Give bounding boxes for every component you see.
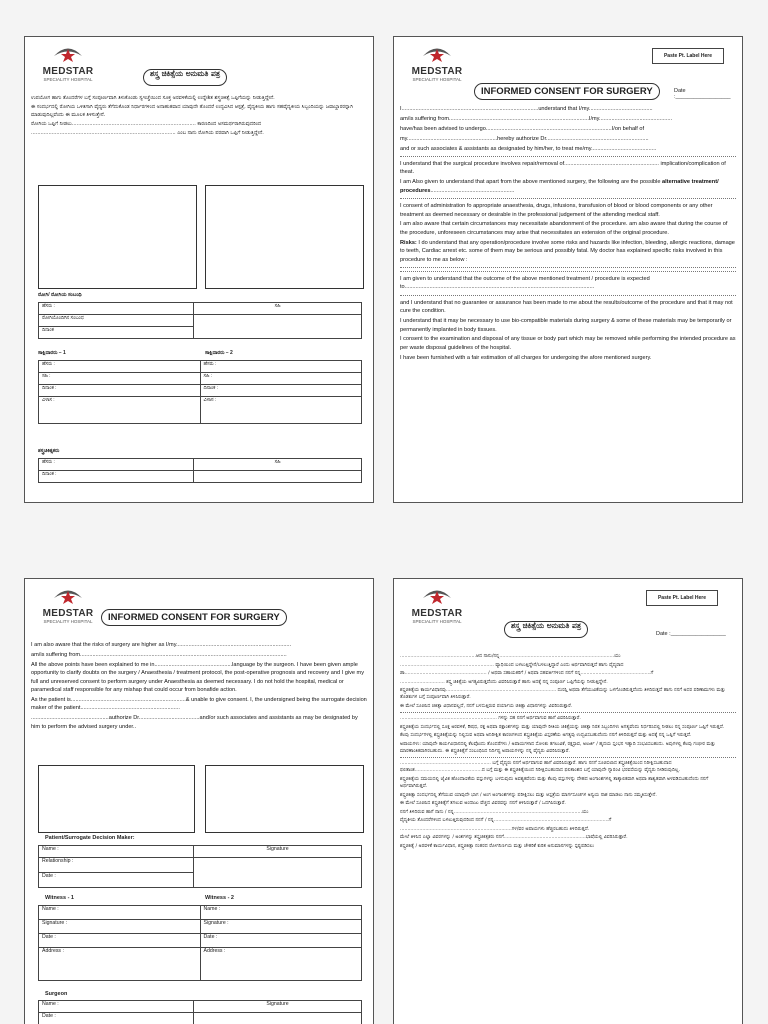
w1-address[interactable]: ವಿಳಾಸ :	[39, 397, 201, 424]
text-line: I understand that the surgical procedure involves repair/removal of............................................................. implication/complication of theat.	[400, 161, 726, 176]
text-line: ಶಸ್ತ್ರಚಿಕಿತ್ಸೆ / ಅರವಳಿಕೆ ಕಾರ್ಯವಿಧಾನ, ಶಸ್ತ್ರಚಿಕಿತ್ಸಾ ನಂತರದ ರೋಗನಿರ್ಣಯ ಮತ್ತು ಚೇತರಿಕೆ ಕುರಿತ ಅನುಮಾನಗಳನ್ನು ಸ್ಪಷ್ಟಪಡಿಸಲು	[400, 844, 595, 850]
patient-table	[38, 845, 362, 888]
text-line: I have been furnished with a fair estimation of all charges for undergoing the afore mentioned surgery.	[400, 354, 652, 361]
witness2-label: Witness - 2	[205, 895, 234, 901]
date-field[interactable]: Date :__________________	[674, 88, 731, 100]
page-title: ಶಸ್ತ್ರ ಚಿಕಿತ್ಸೆಯ ಅನುಮತಿ ಪತ್ರ	[504, 621, 588, 638]
brand-sub: SPECIALITY HOSPITAL	[412, 77, 462, 82]
consent-text	[31, 95, 367, 139]
date-cell[interactable]: Date :	[39, 873, 194, 888]
sign-cell[interactable]: Signature	[194, 846, 362, 858]
text-line: I am also aware that certain circumstances may necessitate abandonment of the procedure. am also aware that during the course of the procedure, unforeseen circumstances may arise that necessitates an extension of the original procedure.	[400, 221, 728, 236]
relation-cell[interactable]: ರೋಗಿಯೊಂದಿಗಿನ ಸಂಬಂಧ	[39, 315, 194, 327]
w2-address[interactable]: ವಿಳಾಸ :	[200, 397, 362, 424]
text-line: ವೈದ್ಯಕೀಯ ತೊಂದರೆಗಳಿಂದ ಬಳಲುತ್ತಿರುವುದರಿಂದ ನನಗೆ / ನನ್ನ.............................................................................ಗೆ	[400, 818, 612, 824]
photo-box-right	[205, 765, 364, 833]
brand-sub: SPECIALITY HOSPITAL	[43, 77, 93, 82]
w1-name[interactable]: ಹೆಸರು :	[39, 361, 201, 373]
w2-sign[interactable]: Signature :	[200, 920, 362, 934]
medstar-star-icon	[420, 43, 454, 67]
w2-name[interactable]: Name :	[200, 906, 362, 920]
consent-text	[400, 653, 736, 852]
surgeon-date[interactable]: ದಿನಾಂಕ :	[39, 471, 194, 483]
text-line: I am also aware that the risks of surgery are higher as I/my..........................................................................	[31, 642, 292, 648]
text-line: my..........................................................hereby authorize Dr..................................................................	[400, 135, 649, 142]
text-line: ಅಪಾಯಗಳು: ಯಾವುದೇ ಕಾರ್ಯವಿಧಾನದಲ್ಲಿ ಕೆಲವೊಂದು ತೊಂದರೆಗಳು / ಅಪಾಯಗಳಾದ ಸೋಂಕು ತಗಲುವಿಕೆ, ರಕ್ತಸ್ರಾವ, ಅಲರ್ಜಿ / ಹೃದಯ ಸ್ತಂಭನ ಇತ್ಯಾದಿ ಸಂಭವಿಸಬಹುದು. ಅವುಗಳಲ್ಲಿ ಕೆಲವು ಗಂಭೀರ ಮತ್ತು ಮಾರಣಾಂತಿಕವಾಗಿರಬಹುದು. ಈ ಶಸ್ತ್ರಚಿಕಿತ್ಸೆಗೆ ಸಂಬಂಧಿಸಿದ ನಿರ್ದಿಷ್ಟ ಅಪಾಯಗಳನ್ನು ನನ್ನ ವೈದ್ಯರು ವಿವರಿಸಿರುತ್ತಾರೆ.	[400, 741, 716, 755]
text-line: have/has been advised to undergo.................................................................................I/on behalf of	[400, 125, 645, 132]
brand-sub: SPECIALITY HOSPITAL	[412, 619, 462, 624]
text-line: ಶಸ್ತ್ರಚಿಕಿತ್ಸೆಯ ಸಂದರ್ಭದಲ್ಲಿ ಸೂಕ್ತ ಅರವಳಿಕೆ, ಔಷಧ, ರಕ್ತ ಅಥವಾ ರಕ್ತಾಂಶಗಳನ್ನು ಮತ್ತು ಯಾವುದೇ ರೀತಿಯ ಚಿಕಿತ್ಸೆಯನ್ನು ಚಿಕಿತ್ಸಾ ನಿರತ ಸಿಬ್ಬಂದಿಗಳು ಅಗತ್ಯವೆಂದು ನಿರ್ಧರಿಸಿದಲ್ಲಿ ನೀಡಲು ನನ್ನ ಸಂಪೂರ್ಣ ಒಪ್ಪಿಗೆ ಇರುತ್ತದೆ.	[400, 724, 725, 730]
text-line: and or such associates & assistants as designated by him/her, to treat me/my..........................................	[400, 145, 657, 152]
witness-table	[38, 360, 362, 424]
sign-space[interactable]	[194, 858, 362, 888]
section-label: ರೋಗಿ/ ರೋಗಿಯ ಸಂಬಂಧಿ	[38, 292, 82, 298]
witness1-label: ಸಾಕ್ಷಿದಾರರು – 1	[38, 350, 66, 356]
text-line: As the patient is..........................................................................& unable to give consent. I, the undersigned being the surrogate decision maker of the patient................................................................	[31, 696, 367, 712]
surgeon-sign-space[interactable]	[194, 1013, 362, 1024]
text-line: ಶಸ್ತ್ರಚಿಕಿತ್ಸಾ ಸಂದರ್ಭದಲ್ಲಿ ತೆಗೆಯುವ ಯಾವುದೇ ಭಾಗ / ಅಂಗ ಅಂಗಾಂಶಗಳನ್ನು ಪರೀಕ್ಷಿಸಲು ಮತ್ತು ಆಸ್ಪತ್ರೆಯ ಮಾರ್ಗಸೂಚಿಗಳ ಅನ್ವಯ ನಾಶ ಮಾಡಲು ನಾನು ಸಮ್ಮತಿಸುತ್ತೇನೆ.	[400, 792, 657, 798]
text-line: All the above points have been explained to me in..................................................language by the surgeon. I have been given ample opportunity to clarify doubts on the surgery / Anaesthesia / treatment protocol, the post-operative prognosis and recovery and I give my full and unreserved consent to perform surgery under Anaesthesia as deemed necessary. I do not hold the hospital, medical or paramedical staff responsible for any mishap that could occur from bonafide action.	[31, 661, 365, 694]
text-line: ........................................................................................... ಎಂಬ ನಾನು ರೋಗಿಯ ಪರವಾಗಿ ಒಪ್ಪಿಗೆ ನೀಡುತ್ತಿದ್ದೇನೆ.	[31, 129, 264, 136]
relation-cell[interactable]: Relationship :	[39, 858, 194, 873]
consent-text	[400, 105, 736, 364]
text-line: ............................................................. ಬಗ್ಗೆ ವೈದ್ಯರು ನನಗೆ ಅರ್ಥವಾಗುವ ಹಾಗೆ ವಿವರಿಸಿರುತ್ತಾರೆ. ಹಾಗು ನನಗೆ ಸೂಚಿಸಲಾದ ಶಸ್ತ್ರಚಿಕಿತ್ಸೆಯಿಂದ ನಿರೀಕ್ಷಿಸಬಹುದಾದ ಫಲಿತಾಂಶ.............................................ದ ಬಗ್ಗೆ ಮತ್ತು ಈ ಶಸ್ತ್ರಚಿಕಿತ್ಸೆಯಿಂದ ನಿರೀಕ್ಷಿಸಬಹುದಾದ ಫಲಿತಾಂಶದ ಬಗ್ಗೆ ಯಾವುದೇ ಗ್ಯಾರಂಟಿ ಭರವಸೆಯನ್ನು ವೈದ್ಯರು ನೀಡಿರುವುದಿಲ್ಲ.	[400, 761, 681, 774]
text-line: am/is suffering from.....................................................................................................................................	[31, 651, 287, 658]
w1-sign[interactable]: ಸಹಿ :	[39, 373, 201, 385]
name-cell[interactable]: ಹೆಸರು :	[39, 303, 194, 315]
brand-name: MEDSTAR	[411, 608, 463, 619]
consent-page-english-1	[393, 36, 743, 503]
brand-sub: SPECIALITY HOSPITAL	[43, 619, 93, 624]
text-line: ...........................................................................ಗಳ/ವರ ಅಪಾಯಗಳು ಹೆಚ್ಚಿರಬಹುದು ತಿಳಿದಿರುತ್ತದೆ.	[400, 826, 590, 832]
surgeon-table	[38, 458, 362, 483]
medstar-star-icon	[420, 585, 454, 609]
surgeon-date[interactable]: Date :	[39, 1013, 194, 1024]
text-line: ಈ ಮೇಲೆ ಸೂಚಿಸಿದ ಶಸ್ತ್ರಚಿಕಿತ್ಸೆಗೆ ತಗಲುವ ಅಂದಾಜು ವೆಚ್ಚದ ವಿವರವನ್ನು ನನಗೆ ತಿಳಿಸಿರುತ್ತಾರೆ / ಒದಗಿಸಿರುತ್ತಾರೆ.	[400, 801, 566, 807]
text-line: I consent of administration fo appropriate anaesthesia, drugs, infusions, transfusion of blood or blood components or any other treatment as deemed necessary or desirable in the professional judgement of the attending medical staff.	[400, 203, 713, 218]
patient-table	[38, 302, 362, 339]
text-line: ಶಸ್ತ್ರಚಿಕಿತ್ಸೆಯ ಕಾರ್ಯವಿಧಾನವು.......................................................................... ದುರಸ್ತಿ ಅಥವಾ ತೆಗೆಯುವಿಕೆಯನ್ನು ಒಳಗೊಂಡಿರುತ್ತದೆಂದು ತಿಳಿದಿರುತ್ತದೆ ಹಾಗು ನನಗೆ ಅದರ ಪರಿಣಾಮಗಳು ಮತ್ತು ತೊಡಕುಗಳ ಬಗ್ಗೆ ಸಂಪೂರ್ಣವಾಗಿ ತಿಳಿಸಿರುತ್ತಾರೆ.	[400, 688, 726, 701]
section-label: Patient/Surrogate Decision Maker:	[45, 835, 135, 841]
text-line: ರೋಗಿಯ ಒಪ್ಪಿಗೆ ನೀಡಲು.............................................................................. ಕಾರಣದಿಂದ ಅಸಮರ್ಥರಾಗಿರುವುದರಿಂದ	[31, 120, 262, 127]
date-field[interactable]: Date :__________________	[656, 631, 726, 637]
consent-page-kannada-1	[24, 36, 374, 503]
medstar-logo	[406, 585, 468, 625]
date-label: Date :	[656, 631, 671, 637]
text-line: ................................................................. ಗಳನ್ನು ಸಹ ನನಗೆ ಅರ್ಥವಾಗುವ ಹಾಗೆ ವಿವರಿಸಿರುತ್ತಾರೆ.	[400, 716, 581, 722]
text-line: ಕೆಲವು ಸಂದರ್ಭಗಳಲ್ಲಿ ಶಸ್ತ್ರಚಿಕಿತ್ಸೆಯನ್ನು ನಿಲ್ಲಿಸುವ ಅಥವಾ ಅನಿರೀಕ್ಷಿತ ಕಾರಣಗಳಿಂದ ಶಸ್ತ್ರಚಿಕಿತ್ಸೆಯ ವಿಸ್ತರಣೆಯ ಅಗತ್ಯವು ಉದ್ಭವಿಸಬಹುದೆಂದು ನನಗೆ ತಿಳಿದಿರುತ್ತದೆ ಮತ್ತು ಅದಕ್ಕೆ ನನ್ನ ಒಪ್ಪಿಗೆ ಇರುತ್ತದೆ.	[400, 733, 692, 739]
w2-date[interactable]: Date :	[200, 934, 362, 948]
surgeon-label: Surgeon	[45, 991, 68, 997]
witness-table	[38, 905, 362, 981]
consent-page-kannada-2	[393, 578, 743, 1024]
text-line: I consent to the examination and disposal of any tissue or body part which may be removed while performing the intended procedure as per waste disposal guidelines of the hospital.	[400, 336, 736, 351]
text-line: ನನಗೆ ತಿಳಿದಿರುವ ಹಾಗೆ ನಾನು / ನನ್ನ......................................................................................ಯು	[400, 809, 589, 815]
w1-address[interactable]: Address :	[39, 948, 201, 981]
w2-date[interactable]: ದಿನಾಂಕ :	[200, 385, 362, 397]
photo-box-right	[205, 185, 364, 289]
text-line: Risks: I do understand that any operation/procedure involve some risks and hazards like infection, bleeding, allergic reactions, damage to teeth, Cardiac arrest etc. some of them may be serious and possibly fatal. My doctor has explained specific risks involved in this procedure to me as below :	[400, 239, 735, 263]
medstar-star-icon	[51, 585, 85, 609]
page-title: INFORMED CONSENT FOR SURGERY	[101, 609, 287, 626]
page-title: INFORMED CONSENT FOR SURGERY	[474, 83, 660, 100]
w1-sign[interactable]: Signature :	[39, 920, 201, 934]
text-line: ಶಸ್ತ್ರಚಿಕಿತ್ಸೆಯ ಸಮಯದಲ್ಲಿ ಜೈವಿಕ ಹೊಂದಾಣಿಕೆಯ ವಸ್ತುಗಳನ್ನು ಬಳಸುವುದು ಅವಶ್ಯಕವೆಂದು ಮತ್ತು ಕೆಲವು ವಸ್ತುಗಳನ್ನು ದೇಹದ ಅಂಗಾಂಶಗಳಲ್ಲಿ ತಾತ್ಕಾಲಿಕವಾಗಿ ಅಥವಾ ಶಾಶ್ವತವಾಗಿ ಅಳವಡಿಸಬಹುದೆಂದು ನನಗೆ ಅರ್ಥವಾಗಿರುತ್ತದೆ.	[400, 776, 709, 789]
surgeon-sign[interactable]: ಸಹಿ	[194, 459, 362, 471]
photo-box-left	[38, 765, 195, 833]
medstar-star-icon	[51, 43, 85, 67]
date-label: Date :	[674, 88, 686, 100]
w2-address[interactable]: Address :	[200, 948, 362, 981]
surgeon-name[interactable]: Name :	[39, 1001, 194, 1013]
patient-label-box: Paste Pt. Label Here	[646, 590, 718, 606]
surgeon-name[interactable]: ಹೆಸರು :	[39, 459, 194, 471]
witness1-label: Witness - 1	[45, 895, 74, 901]
text-line: ...................................................ಆದ ನಾನು/ನನ್ನ.............................................................................ಯು	[400, 654, 621, 659]
page-title: ಶಸ್ತ್ರ ಚಿಕಿತ್ಸೆಯ ಅನುಮತಿ ಪತ್ರ	[143, 69, 227, 86]
photo-box-left	[38, 185, 197, 289]
text-line: I........................................................................................understand that I/my.........................................	[400, 106, 653, 112]
text-line: I understand that it may be necessary to use bio-compatible materials during surgery & some of these materials may be temporarily or permanently implanted in body tissues.	[400, 318, 732, 333]
w1-date[interactable]: ದಿನಾಂಕ :	[39, 385, 201, 397]
w2-name[interactable]: ಹೆಸರು :	[200, 361, 362, 373]
text-line: ............................................................... ವ್ಯಾಧಿಯಿಂದ ಬಳಲುತ್ತಿದ್ದೇನೆ/ಬಳಲುತ್ತಿದ್ದಾರೆ ಎಂದು ಅರ್ಥವಾಗಿರುತ್ತದೆ ಹಾಗು ವೈದ್ಯರಾದ	[400, 662, 624, 668]
text-line: ಉಪಯೋಗ ಹಾಗು ತೊಂದರೆಗಳ ಬಗ್ಗೆ ಸಂಪೂರ್ಣವಾಗಿ ತಿಳುಕೊಂಡು ಸ್ವಇಚ್ಚೆಯಿಂದ ಸೂಕ್ತ ಅರವಳಿಕೆಯಲ್ಲಿ ಉದ್ದೇಶಿತ ಶಸ್ತ್ರಚಿಕಿತ್ಸೆ ಒಪ್ಪಿಗೆಯನ್ನು ನೀಡುತ್ತಿದ್ದೇನೆ.	[31, 95, 275, 101]
date-cell[interactable]: ದಿನಾಂಕ	[39, 327, 194, 339]
text-line: ಮೇಲೆ ತಿಳಿಸಿದ ಎಲ್ಲಾ ವಿವರಗಳನ್ನು / ಅಂಶಗಳನ್ನು ಶಸ್ತ್ರಚಿಕಿತ್ಸಕರು ನನಗೆ.......................................................ಭಾಷೆಯಲ್ಲಿ ವಿವರಿಸಿರುತ್ತಾರೆ.	[400, 835, 628, 841]
consent-text	[31, 641, 367, 733]
surgeon-sign-space[interactable]	[194, 471, 362, 483]
surgeon-label: ಶಸ್ತ್ರಚಿಕಿತ್ಸಕರು	[38, 448, 60, 454]
text-line: .............................. ಶಸ್ತ್ರ ಚಿಕಿತ್ಸೆಯ ಅಗತ್ಯವಿರುತ್ತದೆಂದು ವಿವರಿಸಿರುತ್ತಾರೆ ಹಾಗು ಅದಕ್ಕೆ ನನ್ನ ಸಂಪೂರ್ಣ ಒಪ್ಪಿಗೆಯನ್ನು ನೀಡುತ್ತಿದ್ದೇನೆ.	[400, 679, 608, 685]
patient-label-box: Paste Pt. Label Here	[652, 48, 724, 64]
w1-date[interactable]: Date :	[39, 934, 201, 948]
medstar-logo	[406, 43, 468, 83]
sign-space[interactable]	[194, 315, 362, 339]
text-line: I am Also given to understand that apart from the above mentioned surgery, the following are the possible alternative treatment/ procedures......................................................	[400, 179, 719, 194]
text-line: ಈ ಸಂದರ್ಭದಲ್ಲಿ ರೋಗಿಯ ಒಳಿತಿಗಾಗಿ ವೈದ್ಯರು ತೆಗೆದುಕೊಂಡ ನಿರ್ಧಾರಗಳಿಂದ ಅನಾಹುತವಾದ ಯಾವುದೇ ತೊಂದರೆ ಉದ್ಭವಿಸಿದ ಆಸ್ಪತ್ರೆ, ವೈದ್ಯಕೀಯ ಹಾಗು ಸಹವೈದ್ಯಕೀಯ ಸಿಬ್ಬಂದಿಯನ್ನು ಜವಾಬ್ದಾರರನ್ನಾಗಿ ಮಾಡುವುದಿಲ್ಲವೆಂದು ಈ ಮೂಲಕ ತಿಳಿಸುತ್ತೇನೆ.	[31, 104, 353, 118]
w1-name[interactable]: Name :	[39, 906, 201, 920]
w2-sign[interactable]: ಸಹಿ :	[200, 373, 362, 385]
sign-cell[interactable]: ಸಹಿ	[194, 303, 362, 315]
text-line: am/is suffering from..........................................................................................I/my...............................................	[400, 115, 673, 122]
medstar-logo	[37, 585, 99, 625]
medstar-logo	[37, 43, 99, 83]
surgeon-sign[interactable]: Signature	[194, 1001, 362, 1013]
surgeon-table	[38, 1000, 362, 1024]
brand-name: MEDSTAR	[42, 608, 94, 619]
brand-name: MEDSTAR	[42, 66, 94, 77]
text-line: I am given to understand that the outcome of the above mentioned treatment / procedure is expected to..........................................................................................................................	[400, 276, 650, 291]
witness2-label: ಸಾಕ್ಷಿದಾರರು – 2	[205, 350, 233, 356]
text-line: ..................................................authorize Dr.......................................and/or such associates and assistants as may be designated by him to perform the advised surgery under..	[31, 715, 358, 730]
text-line: ಡಾ....................................................... / ಅಥವಾ ಸಹಾಯಕರಿಗೆ / ಅಥವಾ ಸಹವರ್ತಿಗಳಿಂದ ನನಗೆ ನನ್ನ...............................................ಗೆ	[400, 671, 654, 677]
text-line: ಈ ಮೇಲೆ ಸೂಚಿಸಿದ ಚಿಕಿತ್ಸಾ ವಿಧಾನವಲ್ಲದೆ, ನನಗೆ ಬಳಸುತ್ತಿರುವ ಪರ್ಯಾಯ ಚಿಕಿತ್ಸಾ ವಿಧಾನಗಳನ್ನು ವಿವರಿಸಿರುತ್ತಾರೆ.	[400, 704, 573, 710]
name-cell[interactable]: Name :	[39, 846, 194, 858]
text-line: and I understand that no guarantee or assurance has been made to me about the results/outcome of the procedure and that it may not cure the condition.	[400, 299, 733, 315]
brand-name: MEDSTAR	[411, 66, 463, 77]
consent-page-english-2	[24, 578, 374, 1024]
